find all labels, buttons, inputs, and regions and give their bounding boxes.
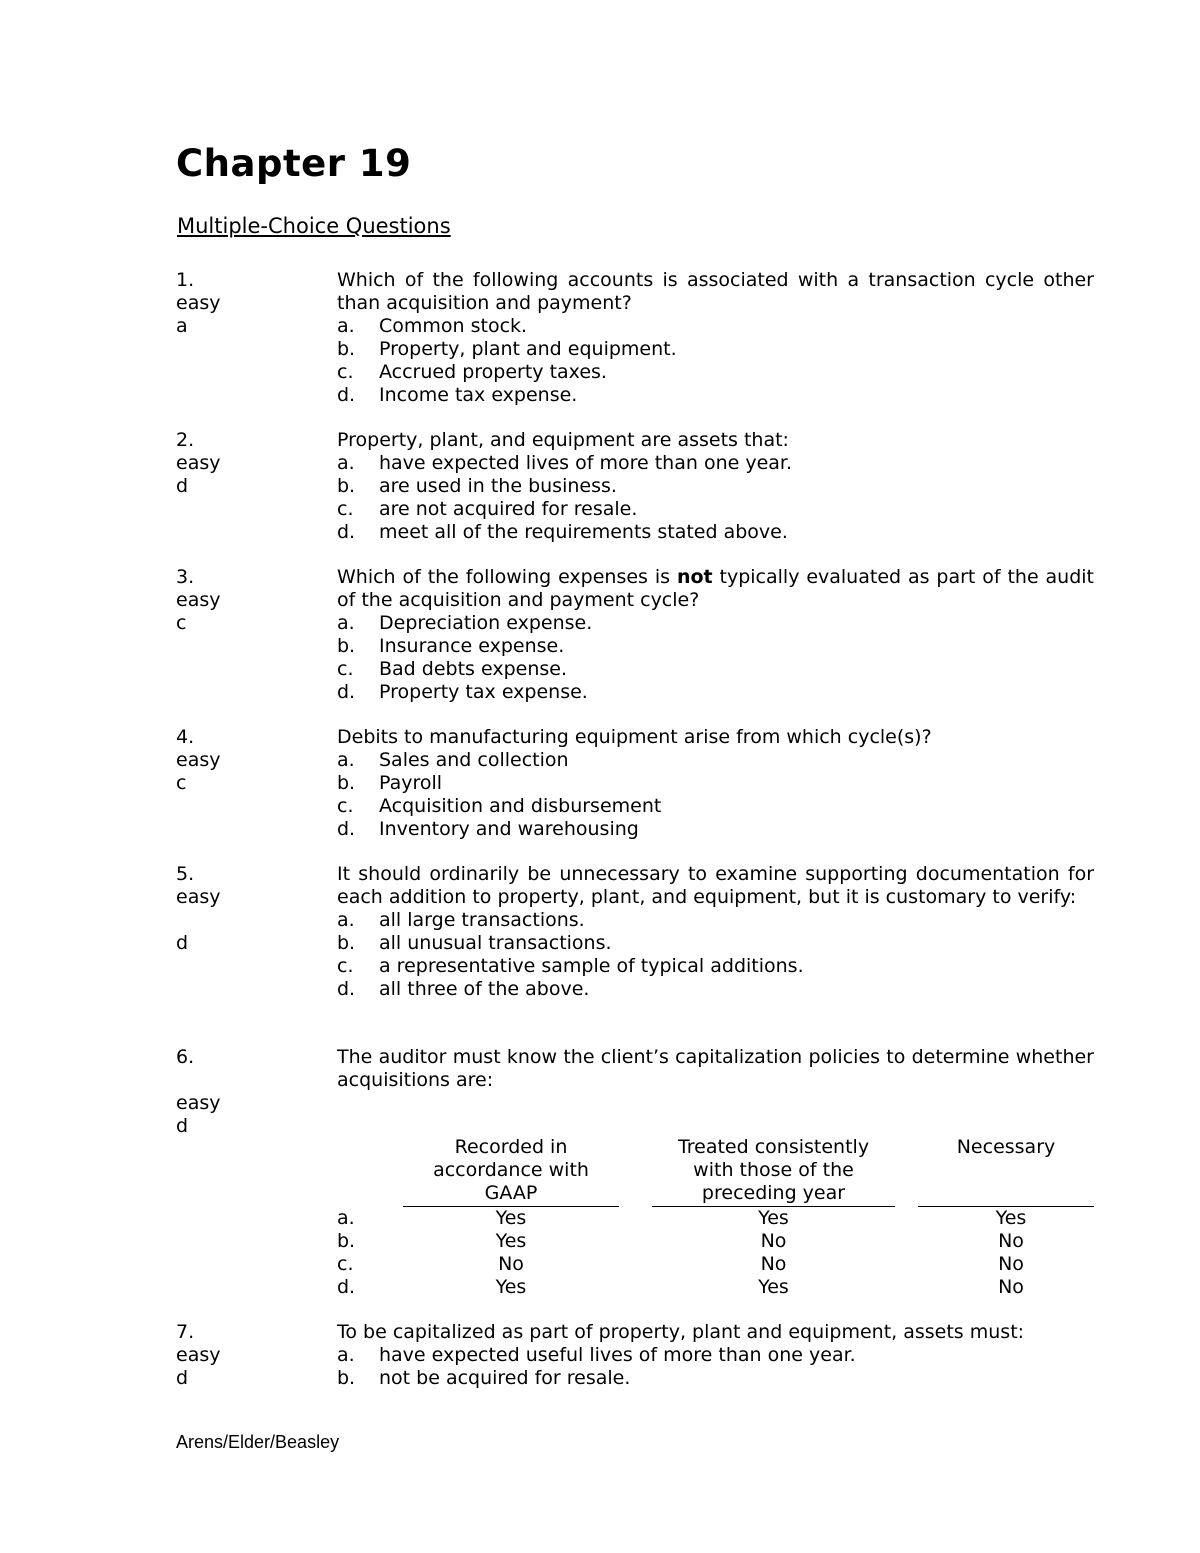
option xyxy=(337,1344,1094,1367)
cell: Yes xyxy=(758,1207,789,1229)
option xyxy=(337,978,1094,1001)
option-text: Income tax expense. xyxy=(379,384,578,406)
option xyxy=(337,681,1094,704)
option-letter: a. xyxy=(337,909,355,931)
option-text: Common stock. xyxy=(379,315,528,337)
question-number: 4. xyxy=(176,726,195,748)
chapter-title: Chapter 19 xyxy=(176,142,412,185)
question-stem: It should ordinarily be unnecessary to examine supporting documentation for each addition to property, plant, and equipment, but it is customary to verify: xyxy=(337,863,1094,908)
question-number: 3. xyxy=(176,566,195,588)
cell: Yes xyxy=(495,1207,527,1229)
cell: No xyxy=(998,1253,1024,1275)
cell: Yes xyxy=(495,1276,527,1298)
option-text: have expected lives of more than one year. xyxy=(379,452,793,474)
question-meta xyxy=(176,429,326,498)
cell: Yes xyxy=(995,1207,1027,1229)
option-text: Insurance expense. xyxy=(379,635,565,657)
option-text: not be acquired for resale. xyxy=(379,1367,631,1389)
option-text: all unusual transactions. xyxy=(379,932,612,954)
option xyxy=(337,452,1094,475)
option-letter: a. xyxy=(337,612,355,634)
option xyxy=(337,818,1094,841)
question-body xyxy=(337,863,1094,1001)
stem-text: Which of the following expenses is xyxy=(337,566,671,588)
question-stem: Which of the following accounts is associated with a transaction cycle other than acquisition and payment? xyxy=(337,269,1094,314)
option-letter: c. xyxy=(337,361,354,383)
cell: No xyxy=(998,1276,1024,1298)
question-meta xyxy=(176,566,326,635)
question-body xyxy=(337,566,1094,704)
question-stem: The auditor must know the client’s capitalization policies to determine whether acquisitions are: xyxy=(337,1046,1094,1091)
option-letter: b. xyxy=(337,1367,356,1389)
question-stem xyxy=(337,566,1094,612)
option xyxy=(337,1367,1094,1390)
option xyxy=(337,658,1094,681)
stem-text: typically evaluated as part of the audit of the acquisition and payment cycle? xyxy=(337,566,1095,611)
cell: No xyxy=(498,1253,524,1275)
option-letter: d. xyxy=(337,818,356,840)
option-letter: b. xyxy=(337,475,356,497)
option-text: a representative sample of typical additions. xyxy=(379,955,804,977)
option-text: Payroll xyxy=(379,772,443,794)
question-body xyxy=(337,429,1094,544)
column-header-gaap: Recorded in accordance with GAAP xyxy=(433,1136,589,1204)
table-row xyxy=(337,1230,1094,1253)
question-meta xyxy=(176,269,326,338)
option-letter: a. xyxy=(337,315,355,337)
difficulty-level: easy xyxy=(176,886,221,908)
option xyxy=(337,361,1094,384)
option-text: all large transactions. xyxy=(379,909,585,931)
answer-key: c xyxy=(176,772,187,794)
option-text: have expected useful lives of more than one year. xyxy=(379,1344,856,1366)
option xyxy=(337,612,1094,635)
table-row xyxy=(337,1207,1094,1230)
answer-key: d xyxy=(176,1115,189,1137)
question-body xyxy=(337,726,1094,841)
option-text: all three of the above. xyxy=(379,978,590,1000)
option-letter: c. xyxy=(337,795,354,817)
difficulty-level: easy xyxy=(176,589,221,611)
column-header-consistency: Treated consistently with those of the preceding year xyxy=(677,1136,870,1204)
difficulty-level: easy xyxy=(176,1344,221,1366)
answer-key: d xyxy=(176,475,189,497)
question-number: 6. xyxy=(176,1046,195,1068)
row-letter: a. xyxy=(337,1207,355,1229)
question-number: 2. xyxy=(176,429,195,451)
option xyxy=(337,772,1094,795)
option-text: Property, plant and equipment. xyxy=(379,338,677,360)
question-meta xyxy=(176,726,326,795)
option-text: Accrued property taxes. xyxy=(379,361,607,383)
table-row xyxy=(337,1276,1094,1299)
question-number: 7. xyxy=(176,1321,195,1343)
option xyxy=(337,498,1094,521)
difficulty-level: easy xyxy=(176,452,221,474)
difficulty-level: easy xyxy=(176,1092,221,1114)
option xyxy=(337,635,1094,658)
option-letter: d. xyxy=(337,681,356,703)
option-text: Acquisition and disbursement xyxy=(379,795,662,817)
question-stem: Property, plant, and equipment are assets that: xyxy=(337,429,789,451)
answer-key: d xyxy=(176,1367,189,1389)
question-body xyxy=(337,1046,1094,1092)
option-letter: b. xyxy=(337,635,356,657)
question-meta xyxy=(176,863,326,955)
question-body xyxy=(337,1321,1094,1390)
option-letter: c. xyxy=(337,498,354,520)
difficulty-level: easy xyxy=(176,292,221,314)
option-letter: b. xyxy=(337,338,356,360)
option-letter: a. xyxy=(337,749,355,771)
question-body xyxy=(337,269,1094,407)
answer-key: a xyxy=(176,315,188,337)
option-letter: b. xyxy=(337,932,356,954)
option-letter: a. xyxy=(337,452,355,474)
row-letter: d. xyxy=(337,1276,356,1298)
option-text: are not acquired for resale. xyxy=(379,498,638,520)
row-letter: b. xyxy=(337,1230,356,1252)
question-number: 1. xyxy=(176,269,195,291)
question-meta xyxy=(176,1046,326,1138)
option xyxy=(337,384,1094,407)
stem-emphasis: not xyxy=(676,566,713,588)
option-text: are used in the business. xyxy=(379,475,617,497)
option-text: Inventory and warehousing xyxy=(379,818,639,840)
cell: Yes xyxy=(495,1230,527,1252)
option-letter: d. xyxy=(337,384,356,406)
question-meta xyxy=(176,1321,326,1390)
row-letter: c. xyxy=(337,1253,354,1275)
option-letter: a. xyxy=(337,1344,355,1366)
option-letter: d. xyxy=(337,978,356,1000)
answer-key: c xyxy=(176,612,187,634)
question-stem: Debits to manufacturing equipment arise from which cycle(s)? xyxy=(337,726,932,748)
cell: No xyxy=(760,1253,787,1275)
option xyxy=(337,315,1094,338)
page-footer: Arens/Elder/Beasley xyxy=(176,1432,340,1452)
option-text: Property tax expense. xyxy=(379,681,588,703)
option-letter: b. xyxy=(337,772,356,794)
option-text: Depreciation expense. xyxy=(379,612,593,634)
option xyxy=(337,932,1094,955)
question-stem: To be capitalized as part of property, plant and equipment, assets must: xyxy=(337,1321,1025,1343)
option-letter: d. xyxy=(337,521,356,543)
option xyxy=(337,749,1094,772)
option xyxy=(337,475,1094,498)
column-header-necessary: Necessary xyxy=(956,1136,1056,1158)
option-letter: c. xyxy=(337,955,354,977)
option xyxy=(337,521,1094,544)
cell: No xyxy=(760,1230,787,1252)
option-text: Bad debts expense. xyxy=(379,658,567,680)
section-heading: Multiple-Choice Questions xyxy=(177,214,451,238)
option xyxy=(337,955,1094,978)
answer-key: d xyxy=(176,932,189,954)
question-number: 5. xyxy=(176,863,195,885)
option xyxy=(337,338,1094,361)
option xyxy=(337,909,1094,932)
cell: No xyxy=(998,1230,1024,1252)
option-text: Sales and collection xyxy=(379,749,569,771)
table-row xyxy=(337,1253,1094,1276)
option xyxy=(337,795,1094,818)
option-text: meet all of the requirements stated above. xyxy=(379,521,788,543)
difficulty-level: easy xyxy=(176,749,221,771)
option-letter: c. xyxy=(337,658,354,680)
cell: Yes xyxy=(758,1276,789,1298)
